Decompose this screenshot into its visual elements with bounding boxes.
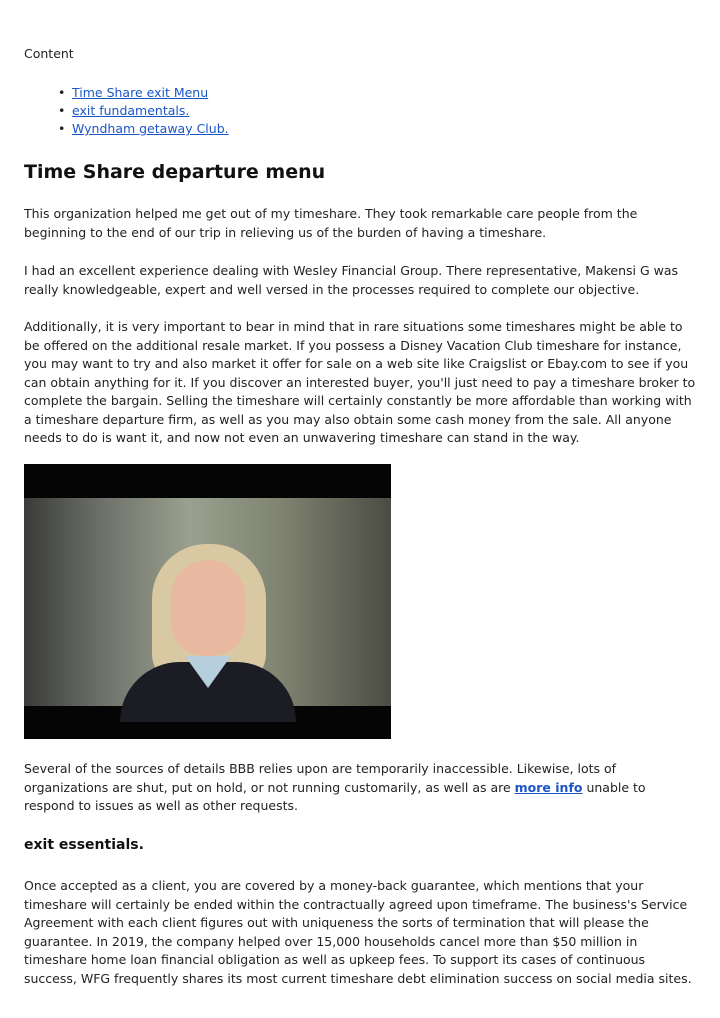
toc-item <box>58 120 229 138</box>
paragraph-bbb <box>24 760 696 816</box>
paragraph-guarantee: Once accepted as a client, you are covered by a money-back guarantee, which mentions that your timeshare will certainly be ended within the contractually agreed upon timeframe. The business's Service Agreement with each client figures out with uniqueness the sorts of termination that will please the guarantee. In 2019, the company helped over 15,000 households cancel more than $50 million in timeshare home loan financial obligation as well as upkeep fees. To support its cases of continuous success, WFG frequently shares its most current timeshare debt elimination success on social media sites. <box>24 878 692 986</box>
toc-item <box>58 84 229 102</box>
toc-link-wyndham-getaway-club[interactable]: Wyndham getaway Club. <box>72 121 229 136</box>
toc-link-time-share-exit-menu[interactable]: Time Share exit Menu <box>72 85 209 100</box>
more-info-link[interactable]: more info <box>514 779 583 795</box>
paragraph-bbb-text-end: unable to respond to issues as well as other requests. <box>24 779 646 813</box>
toc-link-exit-fundamentals[interactable]: exit fundamentals. <box>72 103 190 118</box>
section-heading-exit-essentials: exit essentials. <box>24 837 144 853</box>
paragraph-intro: This organization helped me get out of my timeshare. They took remarkable care people from the beginning to the end of our trip in relieving us of the burden of having a timeshare. <box>24 206 638 240</box>
toc-item <box>58 102 229 120</box>
table-of-contents <box>58 84 229 138</box>
paragraph-resale: Additionally, it is very important to bear in mind that in rare situations some timeshares might be able to be offered on the additional resale market. If you possess a Disney Vacation Club timeshare for instance, you may want to try and also market it offer for sale on a web site like Craigslist or Ebay.com to see if you can obtain anything for it. If you discover an interested buyer, you'll just need to pay a timeshare broker to complete the bargain. Selling the timeshare will certainly constantly be more affordable than working with a timeshare departure firm, as well as you may also obtain some cash money from the sale. All anyone needs to do is want it, and now not even an unwavering timeshare can stand in the way. <box>24 319 696 445</box>
paragraph-testimonial: I had an excellent experience dealing with Wesley Financial Group. There representative, Makensi G was really knowledgeable, expert and well versed in the processes required to complete our objective. <box>24 263 679 297</box>
video-player[interactable] <box>24 464 391 739</box>
presenter-face <box>171 560 245 656</box>
article-title: Time Share departure menu <box>24 161 326 183</box>
video-thumbnail <box>24 498 391 706</box>
toc-label: Content <box>24 46 74 61</box>
paragraph-bbb-text-start: Several of the sources of details BBB relies upon are temporarily inaccessible. Likewise, lots of organizations are shut, put on hold, or not running customarily, as well as are <box>24 761 617 795</box>
